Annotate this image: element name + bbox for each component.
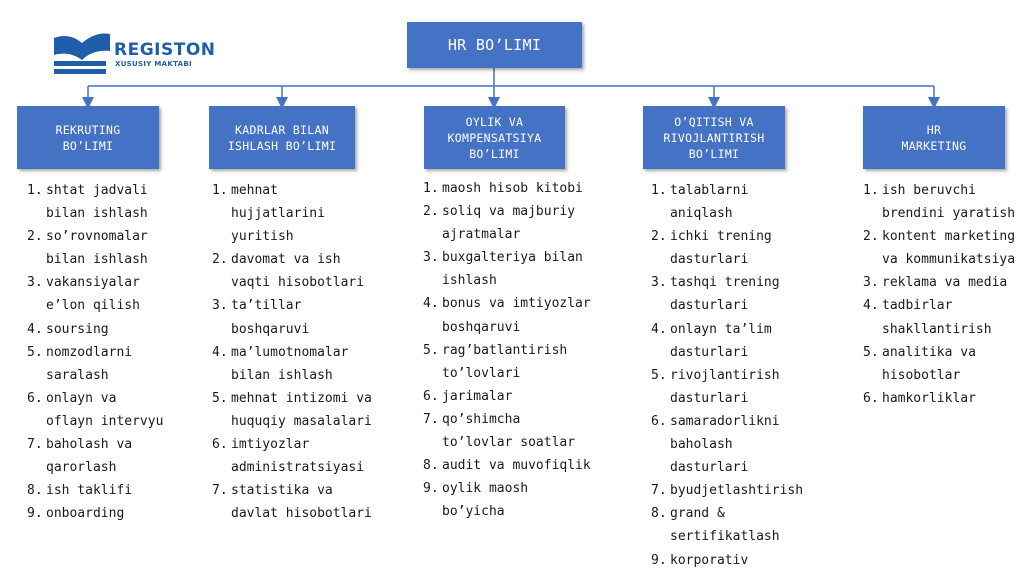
list-item: mehnat intizomi va huquqiy masalalari (231, 390, 372, 429)
list-item: baholash va qarorlash (46, 437, 133, 476)
list-item: onboarding (46, 506, 125, 522)
list-item: jarimalar (442, 388, 513, 404)
hr-department-box (407, 22, 582, 68)
personnel-box (209, 106, 355, 169)
list-item: rivojlantirish dasturlari (670, 367, 780, 406)
list-item: analitika va hisobotlar (882, 344, 976, 383)
list-item: onlayn ta’lim dasturlari (670, 321, 772, 360)
list-item: korporativ (670, 552, 749, 568)
list-item: shtat jadvali bilan ishlash (46, 183, 148, 222)
logo-name: REGISTON (114, 40, 216, 60)
list-item: buxgalteriya bilan ishlash (442, 250, 583, 289)
list-item: tashqi trening dasturlari (670, 275, 780, 314)
list-item: samaradorlikni baholash dasturlari (670, 413, 780, 476)
payroll-box (424, 106, 565, 169)
list-item: ta’tillar boshqaruvi (231, 298, 310, 337)
personnel-label: KADRLAR BILAN ISHLASH BO’LIMI (227, 122, 337, 153)
list-item: rag’batlantirish to’lovlari (442, 342, 568, 381)
list-item: oylik maosh bo’yicha (442, 481, 529, 520)
list-item: bonus va imtiyozlar boshqaruvi (442, 296, 591, 335)
list-item: grand & sertifikatlash (670, 506, 780, 545)
list-item: davomat va ish vaqti hisobotlari (231, 252, 365, 291)
payroll-label: OYLIK VA KOMPENSATSIYA BO’LIMI (447, 114, 542, 161)
list-item: mehnat hujjatlarini yuritish (231, 183, 325, 245)
list-item: ish taklifi (46, 483, 133, 499)
list-item: ish beruvchi brendini yaratish (882, 183, 1016, 222)
list-item: tadbirlar shakllantirish (882, 298, 992, 337)
recruiting-list (27, 179, 167, 525)
recruiting-label: REKRUTING BO’LIMI (55, 122, 121, 153)
hr-marketing-list (863, 179, 1020, 410)
list-item: hamkorliklar (882, 390, 976, 406)
recruiting-box (17, 106, 159, 169)
list-item: ma’lumotnomalar bilan ishlash (231, 344, 349, 383)
list-item: kontent marketing va kommunikatsiya (882, 229, 1016, 268)
hr-marketing-label: HR MARKETING (901, 122, 967, 153)
list-item: soursing (46, 321, 109, 337)
personnel-list (212, 179, 377, 525)
list-item: nomzodlarni saralash (46, 344, 133, 383)
training-label: O’QITISH VA RIVOJLANTIRISH BO’LIMI (663, 114, 765, 161)
list-item: vakansiyalar e’lon qilish (46, 275, 140, 314)
list-item: so’rovnomalar bilan ishlash (46, 229, 148, 268)
list-item: reklama va media (882, 275, 1008, 291)
list-item: byudjetlashtirish (670, 483, 804, 499)
logo-subtitle: XUSUSIY MAKTABI (115, 60, 192, 68)
list-item: imtiyozlar administratsiyasi (231, 437, 365, 476)
training-list (651, 179, 813, 572)
list-item: onlayn va oflayn intervyu (46, 390, 164, 429)
payroll-list (423, 177, 593, 523)
list-item: ichki trening dasturlari (670, 229, 772, 268)
list-item: maosh hisob kitobi (442, 181, 583, 196)
hr-department-label: HR BO’LIMI (447, 36, 542, 54)
hr-marketing-box (863, 106, 1005, 169)
list-item: talablarni aniqlash (670, 183, 749, 222)
list-item: soliq va majburiy ajratmalar (442, 204, 576, 243)
training-box (643, 106, 785, 169)
list-item: qo’shimcha to’lovlar soatlar (442, 411, 576, 451)
list-item: statistika va davlat hisobotlari (231, 483, 372, 522)
list-item: audit va muvofiqlik (442, 458, 591, 474)
